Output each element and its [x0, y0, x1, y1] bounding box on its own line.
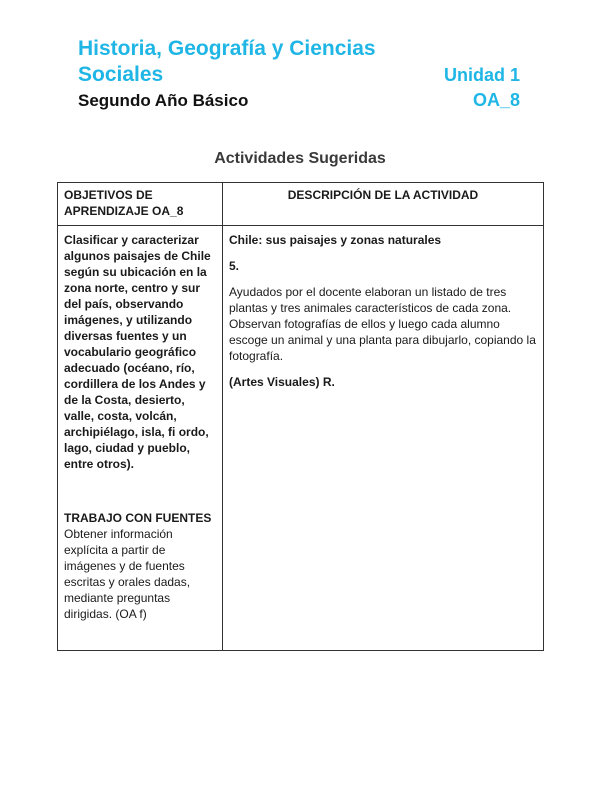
section-title: Actividades Sugeridas	[214, 150, 386, 167]
title-row-3	[78, 88, 520, 113]
table-header-row	[58, 183, 544, 226]
table-row	[58, 226, 544, 651]
unit-label: Unidad 1	[443, 65, 520, 85]
activity-note: (Artes Visuales) R.	[229, 375, 335, 389]
objective-text: Clasificar y caracterizar algunos paisajes de Chile según su ubicación en la zona norte, centro y sur del país, observando imágenes, y utilizando diversas fuentes y un vocabulario geográfico adecuado (océano, río, cordillera de los Andes y de la Costa, desierto, valle, costa, volcán, archipiélago, isla, fi ordo, lago, ciudad y pueblo, entre otros).	[64, 233, 211, 471]
document-header	[78, 36, 520, 113]
subject-title-line2: Sociales	[78, 63, 164, 86]
activity-title: Chile: sus paisajes y zonas naturales	[229, 233, 442, 247]
objectives-header-cell: OBJETIVOS DE APRENDIZAJE OA_8	[58, 183, 223, 226]
skill-title: TRABAJO CON FUENTES	[64, 511, 212, 525]
oa-code-label: OA_8	[472, 90, 520, 110]
activity-description: Ayudados por el docente elaboran un listado de tres plantas y tres animales característicos de cada zona. Observan fotografías de ellos y luego cada alumno escoge un animal y una planta para dibujarlo, copiando la fotografía.	[229, 285, 536, 363]
subject-title-line1: Historia, Geografía y Ciencias	[78, 37, 376, 60]
activity-cell	[223, 226, 544, 651]
skill-text: Obtener información explícita a partir de imágenes y de fuentes escritas y orales dadas, mediante preguntas dirigidas. (OA f)	[64, 527, 191, 621]
grade-label: Segundo Año Básico	[78, 91, 249, 110]
description-header-cell: DESCRIPCIÓN DE LA ACTIVIDAD	[223, 183, 544, 226]
title-row-2	[78, 62, 520, 88]
activity-number: 5.	[229, 259, 240, 273]
objectives-cell	[58, 226, 223, 651]
activities-table	[57, 182, 544, 651]
